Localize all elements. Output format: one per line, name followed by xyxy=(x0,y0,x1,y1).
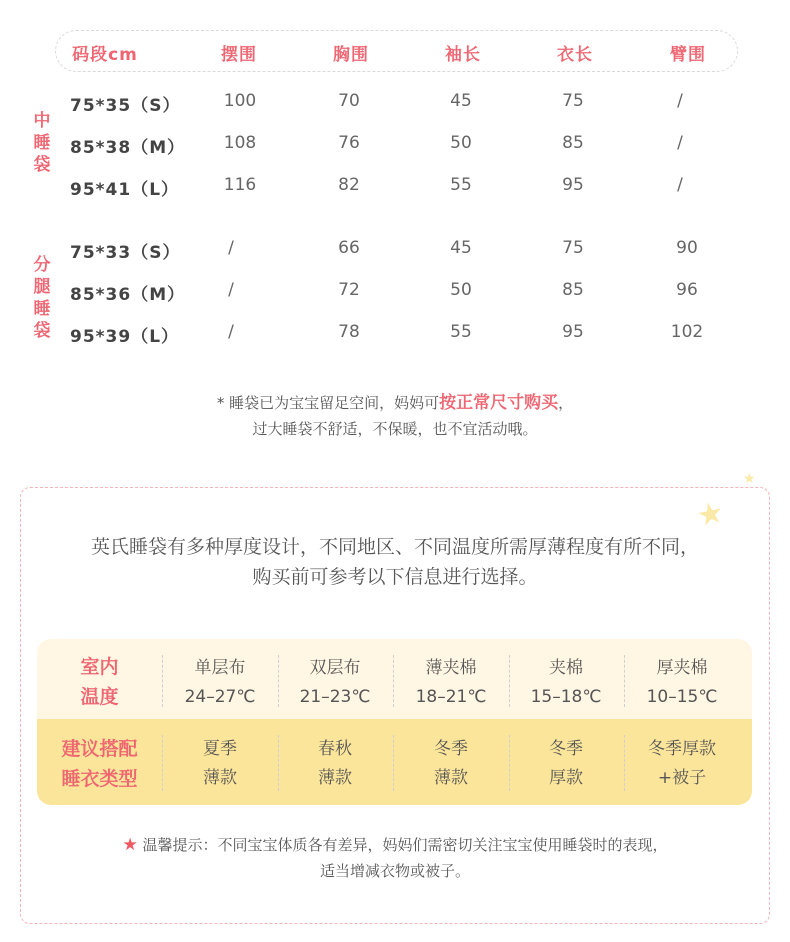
value-cell: 72 xyxy=(338,280,360,300)
warm-tip xyxy=(0,832,790,884)
value-cell: 66 xyxy=(338,238,360,258)
value-cell: 102 xyxy=(670,322,704,342)
tip-text: 温馨提示：不同宝宝体质各有差异，妈妈们需密切关注宝宝使用睡袋时的表现， xyxy=(142,836,668,854)
value-cell: 85 xyxy=(562,133,584,153)
group-label-char: 袋 xyxy=(33,155,51,175)
size-cell: 75*33（S） xyxy=(70,243,181,263)
size-cell: 85*36（M） xyxy=(70,285,186,305)
value-cell: 116 xyxy=(223,175,257,195)
recommendation-cell xyxy=(627,734,737,792)
season: 冬季 xyxy=(434,739,468,759)
value-cell: 50 xyxy=(450,133,472,153)
value-cell: 96 xyxy=(676,280,698,300)
recommendation-cell xyxy=(165,734,275,792)
season: 冬季 xyxy=(549,739,583,759)
value-cell: 108 xyxy=(223,133,257,153)
fabric-type: 双层布 xyxy=(309,658,361,678)
fabric-type: 厚夹棉 xyxy=(656,658,708,678)
label-line: 建议搭配 xyxy=(61,738,138,760)
column-divider xyxy=(624,655,625,707)
value-cell: 95 xyxy=(562,175,584,195)
fabric-column-padded xyxy=(511,653,621,711)
group-label-char: 中 xyxy=(33,111,51,131)
size-note xyxy=(0,390,790,442)
label-line: 室内 xyxy=(80,656,119,678)
size-note-line1 xyxy=(0,390,790,416)
group-label-char: 睡 xyxy=(33,133,51,153)
temperature-range: 21–23℃ xyxy=(299,687,371,707)
pajama-style: 薄款 xyxy=(434,768,468,788)
pajama-style: 厚款 xyxy=(549,768,583,788)
table-row xyxy=(0,91,790,121)
pajama-style: 薄款 xyxy=(318,768,352,788)
group-label-char: 腿 xyxy=(33,277,51,297)
pajama-style: 薄款 xyxy=(203,768,237,788)
size-cell: 75*35（S） xyxy=(70,96,181,116)
fabric-type: 薄夹棉 xyxy=(425,658,477,678)
header-chest: 胸围 xyxy=(333,45,369,65)
value-cell: 50 xyxy=(450,280,472,300)
header-arm: 臂围 xyxy=(670,45,706,65)
column-divider xyxy=(509,735,510,791)
value-cell: / xyxy=(677,91,683,111)
fabric-type: 夹棉 xyxy=(549,658,583,678)
warm-tip-line1 xyxy=(0,832,790,858)
temperature-range: 15–18℃ xyxy=(530,687,602,707)
recommendation-cell xyxy=(280,734,390,792)
value-cell: 75 xyxy=(562,91,584,111)
column-divider xyxy=(509,655,510,707)
note-text: * 睡袋已为宝宝留足空间，妈妈可 xyxy=(216,394,440,412)
intro-line1: 英氏睡袋有多种厚度设计，不同地区、不同温度所需厚薄程度有所不同， xyxy=(90,536,699,558)
temperature-range: 10–15℃ xyxy=(646,687,718,707)
value-cell: 90 xyxy=(676,238,698,258)
value-cell: 45 xyxy=(450,238,472,258)
column-divider xyxy=(393,655,394,707)
column-divider xyxy=(278,655,279,707)
warm-tip-line2: 适当增减衣物或被子。 xyxy=(319,862,470,880)
label-line: 温度 xyxy=(80,686,119,708)
header-sleeve: 袖长 xyxy=(445,45,481,65)
table-row xyxy=(0,175,790,205)
star-icon: ★ xyxy=(122,835,138,855)
value-cell: / xyxy=(677,133,683,153)
value-cell: / xyxy=(228,322,234,342)
column-divider xyxy=(162,655,163,707)
thickness-intro xyxy=(0,532,790,592)
temperature-range: 18–21℃ xyxy=(415,687,487,707)
note-highlight: 按正常尺寸购买 xyxy=(439,393,559,413)
value-cell: / xyxy=(228,280,234,300)
temperature-range: 24–27℃ xyxy=(184,687,256,707)
value-cell: 55 xyxy=(450,175,472,195)
indoor-temperature-label xyxy=(37,652,162,712)
group-label-char: 袋 xyxy=(33,321,51,341)
value-cell: 75 xyxy=(562,238,584,258)
label-line: 睡衣类型 xyxy=(61,768,138,790)
column-divider xyxy=(162,735,163,791)
value-cell: 55 xyxy=(450,322,472,342)
value-cell: 78 xyxy=(338,322,360,342)
recommended-pajamas-label xyxy=(37,734,162,794)
size-cell: 95*39（L） xyxy=(70,327,180,347)
size-cell: 95*41（L） xyxy=(70,180,180,200)
value-cell: 45 xyxy=(450,91,472,111)
star-icon: ★ xyxy=(743,471,756,487)
value-cell: 100 xyxy=(223,91,257,111)
fabric-column-thick-padded xyxy=(627,653,737,711)
star-icon: ★ xyxy=(693,494,728,535)
season: 夏季 xyxy=(203,739,237,759)
size-cell: 85*38（M） xyxy=(70,138,186,158)
column-divider xyxy=(624,735,625,791)
season: 春秋 xyxy=(318,739,352,759)
value-cell: 95 xyxy=(562,322,584,342)
season: 冬季厚款 xyxy=(648,739,716,759)
value-cell: 82 xyxy=(338,175,360,195)
header-length: 衣长 xyxy=(557,45,593,65)
pajama-style: +被子 xyxy=(657,768,707,788)
value-cell: 76 xyxy=(338,133,360,153)
table-row xyxy=(0,280,790,310)
size-table-header xyxy=(55,30,738,72)
intro-line2: 购买前可参考以下信息进行选择。 xyxy=(252,566,538,588)
value-cell: 85 xyxy=(562,280,584,300)
fabric-column-double-layer xyxy=(280,653,390,711)
value-cell: / xyxy=(228,238,234,258)
fabric-column-single-layer xyxy=(165,653,275,711)
fabric-type: 单层布 xyxy=(194,658,246,678)
thickness-table xyxy=(37,639,752,805)
group-label-char: 睡 xyxy=(33,299,51,319)
header-hem: 摆围 xyxy=(221,45,257,65)
value-cell: / xyxy=(677,175,683,195)
recommendation-cell xyxy=(511,734,621,792)
table-row xyxy=(0,133,790,163)
note-text: ， xyxy=(558,394,574,412)
group-label-char: 分 xyxy=(33,255,51,275)
fabric-column-thin-padded xyxy=(396,653,506,711)
header-size-range: 码段cm xyxy=(72,45,138,65)
value-cell: 70 xyxy=(338,91,360,111)
size-note-line2: 过大睡袋不舒适，不保暖，也不宜活动哦。 xyxy=(252,420,538,438)
column-divider xyxy=(393,735,394,791)
column-divider xyxy=(278,735,279,791)
table-row xyxy=(0,322,790,352)
table-row xyxy=(0,238,790,268)
recommendation-cell xyxy=(396,734,506,792)
